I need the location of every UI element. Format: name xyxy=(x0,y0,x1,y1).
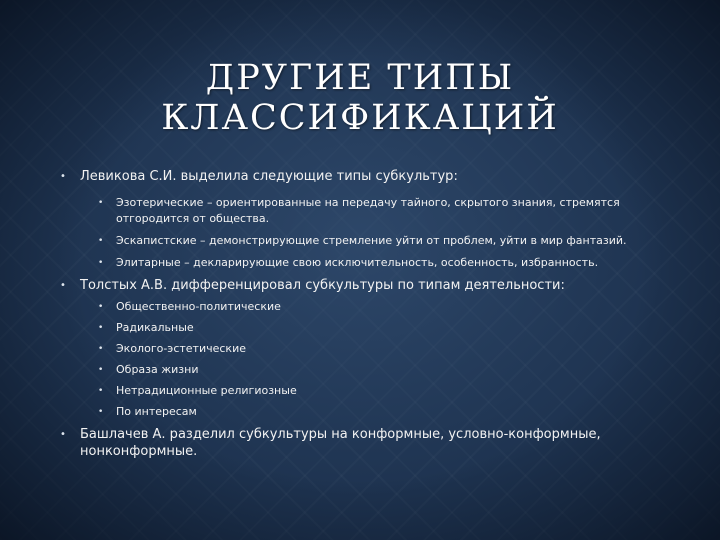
sub-bullet-item xyxy=(60,341,660,357)
sub-bullet-item xyxy=(60,383,660,399)
sub-bullet-item xyxy=(60,299,660,315)
sub-bullet-item xyxy=(60,233,660,249)
sub-bullet-item xyxy=(60,320,660,336)
bullet-list xyxy=(60,168,660,460)
sub-bullet-text: Элитарные – декларирующие свою исключительность, особенность, избранность. xyxy=(116,256,599,269)
bullet-item-tolstykh xyxy=(60,277,660,294)
sub-bullet-text: Эколого-эстетические xyxy=(116,342,246,355)
title-line-2: КЛАССИФИКАЦИЙ xyxy=(161,98,559,138)
bullet-item-bashlachev xyxy=(60,426,660,460)
sub-bullet-text: По интересам xyxy=(116,405,197,418)
bullet-item-levikova xyxy=(60,168,660,185)
sub-bullet-text: Радикальные xyxy=(116,321,194,334)
sub-bullet-item xyxy=(60,404,660,420)
sub-bullet-text: Эзотерические – ориентированные на передачу тайного, скрытого знания, стремятся отгородится от общества. xyxy=(116,196,620,225)
bullet-icon: • xyxy=(98,344,104,354)
bullet-icon: • xyxy=(98,258,104,268)
bullet-icon: • xyxy=(98,365,104,375)
bullet-icon: • xyxy=(98,407,104,417)
sub-bullet-item xyxy=(60,362,660,378)
sub-bullet-item xyxy=(60,195,660,227)
bullet-item-text: Башлачев А. разделил субкультуры на конформные, условно-конформные, нонконформные. xyxy=(80,427,601,459)
sub-bullet-text: Образа жизни xyxy=(116,363,199,376)
bullet-item-text: Толстых А.В. дифференцировал субкультуры по типам деятельности: xyxy=(80,278,565,293)
bullet-icon: • xyxy=(98,386,104,396)
bullet-icon: • xyxy=(98,302,104,312)
slide-title xyxy=(110,58,610,138)
bullet-icon: • xyxy=(98,236,104,246)
sub-bullet-text: Эскапистские – демонстрирующие стремление уйти от проблем, уйти в мир фантазий. xyxy=(116,234,627,247)
title-line-1: ДРУГИЕ ТИПЫ xyxy=(205,58,515,98)
sub-bullet-text: Нетрадиционные религиозные xyxy=(116,384,297,397)
bullet-icon: • xyxy=(98,198,104,208)
bullet-icon: • xyxy=(60,429,66,440)
bullet-icon: • xyxy=(98,323,104,333)
sub-bullet-text: Общественно-политические xyxy=(116,300,281,313)
sub-bullet-item xyxy=(60,255,660,271)
bullet-icon: • xyxy=(60,171,66,182)
bullet-icon: • xyxy=(60,280,66,291)
bullet-item-text: Левикова С.И. выделила следующие типы субкультур: xyxy=(80,169,458,184)
